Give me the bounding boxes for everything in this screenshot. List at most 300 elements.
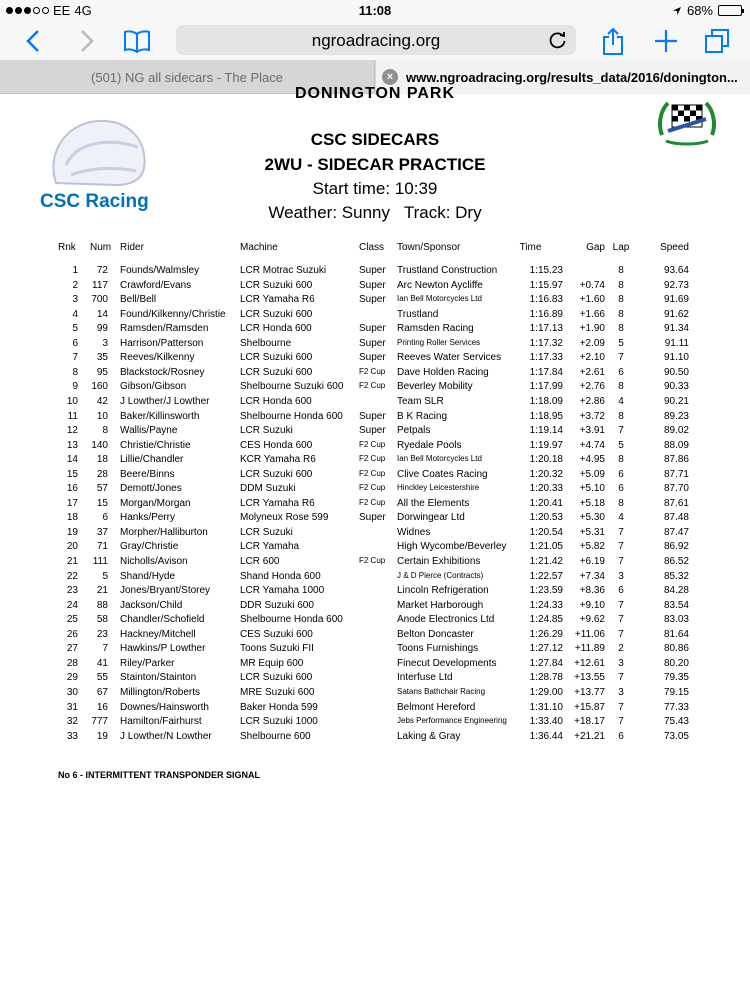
cell-lap: 8 (618, 308, 624, 320)
plus-icon (654, 29, 678, 53)
cell-class: F2 Cup (359, 366, 386, 376)
cell-gap: +18.17 (574, 716, 605, 728)
cell-sponsor: Lincoln Refrigeration (397, 585, 489, 597)
cell-machine: KCR Yamaha R6 (240, 454, 316, 466)
cell-gap: +5.10 (579, 483, 605, 495)
cell-sponsor: Finecut Developments (397, 657, 497, 669)
cell-number: 57 (96, 483, 108, 495)
cell-gap: +3.72 (579, 410, 605, 422)
cell-rider: Millington/Roberts (120, 686, 201, 698)
cell-sponsor: Laking & Gray (397, 730, 461, 742)
cell-gap: +11.06 (574, 628, 605, 640)
header-gap: Gap (586, 242, 605, 253)
table-row (58, 352, 698, 366)
cell-sponsor: Reeves Water Services (397, 352, 502, 364)
cell-lap: 5 (618, 439, 624, 451)
footnote: No 6 - INTERMITTENT TRANSPONDER SIGNAL (58, 770, 260, 780)
cell-lap: 6 (618, 585, 624, 597)
cell-lap: 8 (618, 454, 624, 466)
cell-sponsor: Clive Coates Racing (397, 468, 488, 480)
chevron-left-icon (26, 29, 40, 53)
cell-number: 28 (96, 468, 108, 480)
header-lap: Lap (612, 242, 630, 253)
cell-speed: 89.23 (663, 410, 689, 422)
cell-speed: 83.03 (663, 614, 689, 626)
cell-time: 1:18.09 (529, 395, 563, 407)
cell-machine: Shelbourne 600 (240, 730, 311, 742)
cell-speed: 87.86 (663, 454, 689, 466)
cell-rider: Baker/Killinsworth (120, 410, 200, 422)
cell-time: 1:31.10 (529, 701, 563, 713)
cell-lap: 4 (618, 395, 624, 407)
cell-time: 1:15.97 (529, 279, 563, 291)
cell-number: 95 (96, 366, 108, 378)
cell-rank: 15 (66, 468, 78, 480)
cell-class: Super (359, 279, 386, 291)
cell-lap: 7 (618, 672, 624, 684)
cell-gap: +2.86 (579, 395, 605, 407)
cell-speed: 85.32 (663, 570, 689, 582)
cell-time: 1:22.57 (529, 570, 563, 582)
cell-lap: 6 (618, 468, 624, 480)
cell-machine: LCR Yamaha 1000 (240, 585, 325, 597)
cell-machine: LCR Suzuki (240, 526, 293, 538)
cell-lap: 8 (618, 381, 624, 393)
cell-number: 37 (96, 526, 108, 538)
cell-time: 1:33.40 (529, 716, 563, 728)
cell-gap: +1.90 (579, 323, 605, 335)
cell-number: 72 (96, 265, 108, 276)
cell-rank: 18 (66, 512, 78, 524)
cell-sponsor: Trustland Construction (397, 265, 498, 276)
cell-sponsor: Jebs Performance Engineering (397, 716, 507, 726)
cell-sponsor: Ryedale Pools (397, 439, 462, 451)
cell-number: 8 (102, 425, 108, 437)
cell-number: 55 (96, 672, 108, 684)
cell-speed: 91.62 (663, 308, 689, 320)
cell-machine: Molyneux Rose 599 (240, 512, 329, 524)
logo-text: CSC Racing (40, 191, 149, 212)
table-row (58, 731, 698, 745)
results-document (0, 85, 750, 1000)
table-row (58, 658, 698, 672)
cell-lap: 8 (618, 323, 624, 335)
cell-rank: 24 (66, 599, 78, 611)
cell-rank: 30 (66, 686, 78, 698)
cell-sponsor: Printing Roller Services (397, 337, 481, 347)
cell-machine: MR Equip 600 (240, 657, 304, 669)
cell-rank: 17 (66, 497, 78, 509)
cell-sponsor: Hinckley Leicestershire (397, 483, 480, 493)
cell-class: Super (359, 337, 386, 349)
cell-rider: Riley/Parker (120, 657, 175, 669)
cell-rank: 21 (66, 556, 78, 567)
cell-lap: 7 (618, 599, 624, 611)
cell-rank: 20 (66, 541, 78, 553)
cell-time: 1:20.53 (529, 512, 563, 524)
cell-rider: Wallis/Payne (120, 425, 178, 437)
cell-number: 16 (96, 701, 108, 713)
cell-gap: +2.09 (579, 337, 605, 349)
cell-rider: Hackney/Mitchell (120, 628, 196, 640)
cell-speed: 91.11 (664, 337, 689, 349)
cell-sponsor: Widnes (397, 526, 431, 538)
cell-class: F2 Cup (359, 454, 386, 464)
cell-speed: 87.47 (663, 526, 689, 538)
cell-time: 1:27.84 (529, 657, 563, 669)
table-row (58, 280, 698, 294)
cell-rank: 33 (66, 730, 78, 742)
table-row (58, 454, 698, 468)
cell-rider: Stainton/Stainton (120, 672, 197, 684)
cell-number: 15 (96, 497, 108, 509)
cell-time: 1:18.95 (529, 410, 563, 422)
table-row (58, 425, 698, 439)
header-speed: Speed (660, 242, 689, 253)
cell-machine: LCR Suzuki 600 (240, 672, 313, 684)
address-bar[interactable] (176, 25, 576, 55)
cell-class: F2 Cup (359, 497, 386, 507)
cell-class: Super (359, 512, 386, 524)
cell-rider: Jones/Bryant/Storey (120, 585, 211, 597)
back-button[interactable] (18, 26, 48, 56)
cell-speed: 87.48 (663, 512, 689, 524)
cell-machine: LCR Yamaha R6 (240, 497, 315, 509)
cell-speed: 81.64 (663, 628, 689, 640)
table-row (58, 367, 698, 381)
cell-rider: Found/Kilkenny/Christie (120, 308, 226, 320)
table-row (58, 629, 698, 643)
header-class: Class (359, 242, 385, 253)
cell-sponsor: Market Harborough (397, 599, 484, 611)
table-row (58, 541, 698, 555)
cell-rider: Chandler/Schofield (120, 614, 205, 626)
cell-time: 1:24.85 (529, 614, 563, 626)
table-row (58, 614, 698, 628)
cell-rank: 29 (66, 672, 78, 684)
cell-rider: Gray/Christie (120, 541, 179, 553)
table-row (58, 643, 698, 657)
cell-rider: Morpher/Halliburton (120, 526, 208, 538)
cell-rider: Morgan/Morgan (120, 497, 191, 509)
cell-number: 21 (96, 585, 108, 597)
cell-number: 777 (91, 716, 108, 728)
cell-speed: 87.61 (663, 497, 689, 509)
cell-rider: Jackson/Child (120, 599, 183, 611)
cell-machine: LCR Suzuki 600 (240, 279, 313, 291)
cell-gap: +12.61 (574, 657, 605, 669)
table-row (58, 687, 698, 701)
cell-rank: 8 (72, 366, 78, 378)
cell-number: 14 (96, 308, 108, 320)
cell-gap: +3.91 (579, 425, 605, 437)
header-time: Time (519, 242, 542, 253)
cell-rank: 26 (66, 628, 78, 640)
cell-class: Super (359, 352, 386, 364)
cell-machine: Shelbourne (240, 337, 292, 349)
cell-time: 1:27.12 (529, 643, 563, 655)
cell-rank: 16 (66, 483, 78, 495)
book-icon (123, 29, 151, 53)
cell-time: 1:17.32 (529, 337, 563, 349)
cell-sponsor: Dave Holden Racing (397, 366, 489, 378)
cell-number: 3 (102, 337, 108, 349)
cell-machine: LCR Suzuki (240, 425, 293, 437)
cell-rank: 2 (72, 279, 78, 291)
cell-lap: 8 (618, 279, 624, 291)
cell-speed: 77.33 (663, 701, 689, 713)
cell-class: F2 Cup (359, 439, 386, 449)
cell-class: Super (359, 410, 386, 422)
event-title: CSC SIDECARS (310, 130, 440, 149)
table-row (58, 600, 698, 614)
cell-rank: 28 (66, 657, 78, 669)
header-rnk: Rnk (58, 242, 76, 253)
cell-number: 140 (91, 439, 108, 451)
cell-sponsor: Team SLR (397, 395, 444, 407)
cell-gap: +21.21 (574, 730, 605, 742)
cell-number: 117 (92, 279, 108, 291)
cell-rank: 14 (66, 454, 78, 466)
cell-speed: 80.86 (663, 643, 689, 655)
battery-percent: 68% (686, 3, 713, 18)
cell-rider: Founds/Walmsley (120, 265, 200, 276)
cell-number: 5 (102, 570, 108, 582)
cell-gap: +4.95 (579, 454, 605, 466)
cell-sponsor: High Wycombe/Beverley (397, 541, 507, 553)
cell-time: 1:21.05 (529, 541, 563, 553)
cell-rider: Hamilton/Fairhurst (120, 716, 202, 728)
cell-sponsor: Beverley Mobility (397, 381, 473, 393)
cell-gap: +7.34 (579, 570, 605, 582)
cell-time: 1:19.97 (529, 439, 563, 451)
cell-time: 1:28.78 (529, 672, 563, 684)
cell-sponsor: Ian Bell Motorcycles Ltd (397, 454, 482, 464)
cell-speed: 93.64 (663, 265, 689, 276)
table-row (58, 265, 698, 279)
cell-lap: 6 (618, 366, 624, 378)
cell-time: 1:29.00 (529, 686, 563, 698)
cell-time: 1:20.41 (529, 497, 563, 509)
bookmarks-button[interactable] (122, 26, 152, 56)
weather-text: Weather: Sunny Track: Dry (268, 203, 482, 222)
cell-time: 1:20.32 (529, 468, 563, 480)
cell-gap: +5.31 (579, 526, 605, 538)
cell-lap: 5 (618, 337, 624, 349)
cell-rank: 11 (67, 410, 78, 422)
cell-rider: Ramsden/Ramsden (120, 323, 209, 335)
start-time: Start time: 10:39 (312, 179, 438, 198)
cell-rank: 13 (66, 439, 78, 451)
table-row (58, 498, 698, 512)
cell-sponsor: Ian Bell Motorcycles Ltd (397, 294, 482, 304)
cell-lap: 7 (618, 352, 624, 364)
cell-speed: 87.70 (663, 483, 689, 495)
cell-lap: 7 (618, 628, 624, 640)
cell-rank: 31 (66, 701, 78, 713)
cell-lap: 7 (618, 701, 624, 713)
cell-machine: LCR Honda 600 (240, 395, 312, 407)
cell-lap: 7 (618, 614, 624, 626)
cell-gap: +5.82 (579, 541, 605, 553)
table-row (58, 483, 698, 497)
header-machine: Machine (240, 242, 278, 253)
share-button[interactable] (598, 26, 628, 56)
cell-machine: Baker Honda 599 (240, 701, 318, 713)
table-row (58, 338, 698, 352)
cell-gap: +5.09 (579, 468, 605, 480)
cell-machine: LCR Suzuki 600 (240, 468, 313, 480)
tabs-overview-button[interactable] (702, 26, 732, 56)
cell-lap: 6 (618, 483, 624, 495)
cell-sponsor: Certain Exhibitions (397, 556, 481, 567)
cell-sponsor: Trustland (397, 308, 439, 320)
cell-sponsor: All the Elements (397, 497, 470, 509)
table-row (58, 440, 698, 454)
cell-gap: +2.61 (579, 366, 605, 378)
cell-speed: 91.69 (663, 294, 689, 306)
cell-machine: DDR Suzuki 600 (240, 599, 314, 611)
cell-rider: J Lowther/N Lowther (120, 730, 212, 742)
forward-button[interactable] (72, 26, 102, 56)
cell-gap: +1.60 (579, 294, 605, 306)
venue-title: DONINGTON PARK (294, 85, 456, 102)
new-tab-button[interactable] (651, 26, 681, 56)
cell-rider: Demott/Jones (120, 483, 182, 495)
cell-number: 71 (96, 541, 108, 553)
cell-sponsor: Arc Newton Aycliffe (397, 279, 483, 291)
cell-speed: 73.05 (663, 730, 689, 742)
cell-rank: 4 (72, 308, 78, 320)
cell-gap: +0.74 (579, 279, 605, 291)
table-row (58, 527, 698, 541)
cell-rider: Nicholls/Avison (120, 556, 188, 567)
cell-lap: 3 (618, 686, 624, 698)
cell-sponsor: Ramsden Racing (397, 323, 474, 335)
cell-number: 6 (102, 512, 108, 524)
chevron-right-icon (80, 29, 94, 53)
cell-rank: 23 (66, 585, 78, 597)
cell-rider: Hawkins/P Lowther (120, 643, 206, 655)
cell-machine: CES Suzuki 600 (240, 628, 313, 640)
cell-number: 35 (96, 352, 108, 364)
table-row (58, 702, 698, 716)
cell-class: F2 Cup (359, 483, 386, 493)
cell-rank: 9 (72, 381, 78, 393)
cell-time: 1:19.14 (529, 425, 563, 437)
clock: 11:08 (358, 3, 392, 18)
cell-rank: 7 (72, 352, 78, 364)
cell-class: F2 Cup (359, 556, 386, 565)
cell-number: 10 (96, 410, 108, 422)
cell-machine: Shelbourne Honda 600 (240, 410, 343, 422)
cell-class: Super (359, 265, 386, 276)
table-row (58, 396, 698, 410)
cell-speed: 91.10 (663, 352, 689, 364)
cell-speed: 89.02 (663, 425, 689, 437)
cell-lap: 7 (618, 526, 624, 538)
table-row (58, 309, 698, 323)
cell-gap: +9.62 (579, 614, 605, 626)
browser-toolbar (0, 22, 750, 60)
cell-rider: Blackstock/Rosney (120, 366, 205, 378)
cell-lap: 8 (618, 497, 624, 509)
cell-speed: 90.50 (663, 366, 689, 378)
cell-time: 1:23.59 (529, 585, 563, 597)
cell-sponsor: Anode Electronics Ltd (397, 614, 495, 626)
table-row (58, 585, 698, 599)
cell-rider: Bell/Bell (120, 294, 157, 306)
tab-label: (501) NG all sidecars - The Place (91, 69, 283, 85)
table-row (58, 512, 698, 526)
cell-rank: 32 (66, 716, 78, 728)
cell-speed: 79.15 (663, 686, 689, 698)
cell-rank: 1 (72, 265, 78, 276)
cell-rider: Beere/Binns (120, 468, 175, 480)
share-icon (602, 27, 624, 55)
table-row (58, 294, 698, 308)
cell-rider: Crawford/Evans (120, 279, 192, 291)
cell-machine: Shelbourne Honda 600 (240, 614, 343, 626)
cell-number: 88 (96, 599, 108, 611)
cell-gap: +15.87 (574, 701, 605, 713)
network-type: 4G (74, 3, 92, 18)
cell-class: Super (359, 323, 386, 335)
header-sponsor: Town/Sponsor (397, 242, 461, 253)
cell-number: 160 (91, 381, 108, 393)
cell-lap: 8 (618, 294, 624, 306)
cell-rider: Harrison/Patterson (120, 337, 204, 349)
cell-rank: 3 (72, 294, 78, 306)
cell-gap: +13.77 (574, 686, 605, 698)
close-tab-icon[interactable]: × (382, 69, 398, 85)
cell-sponsor: Dorwingear Ltd (397, 512, 465, 524)
cell-rank: 6 (72, 337, 78, 349)
cell-number: 18 (96, 454, 108, 466)
cell-rider: Hanks/Perry (120, 512, 176, 524)
cell-class: F2 Cup (359, 468, 386, 478)
cell-speed: 79.35 (663, 672, 689, 684)
header-num: Num (90, 242, 112, 253)
cell-sponsor: Petpals (397, 425, 431, 437)
weather-conditions (0, 203, 750, 223)
cell-time: 1:16.83 (529, 294, 563, 306)
cell-speed: 88.09 (663, 439, 689, 451)
cell-number: 19 (96, 730, 108, 742)
carrier-name: EE (53, 3, 71, 18)
cell-speed: 92.73 (663, 279, 689, 291)
reload-icon[interactable] (548, 30, 568, 50)
table-row (58, 672, 698, 686)
cell-lap: 7 (618, 556, 624, 567)
cell-sponsor: Interfuse Ltd (397, 672, 453, 684)
cell-time: 1:20.54 (529, 526, 563, 538)
cell-number: 67 (96, 686, 108, 698)
cell-time: 1:17.33 (529, 352, 563, 364)
cell-gap: +9.10 (579, 599, 605, 611)
cell-class: Super (359, 425, 386, 437)
cell-lap: 6 (618, 730, 624, 742)
cell-speed: 90.21 (663, 395, 689, 407)
cell-speed: 80.20 (663, 657, 689, 669)
cell-rider: Downes/Hainsworth (120, 701, 209, 713)
cell-rank: 12 (66, 425, 78, 437)
cell-speed: 75.43 (663, 716, 689, 728)
table-row (58, 381, 698, 395)
cell-rank: 19 (66, 526, 78, 538)
cell-sponsor: Belton Doncaster (397, 628, 474, 640)
cell-speed: 86.52 (663, 556, 689, 567)
